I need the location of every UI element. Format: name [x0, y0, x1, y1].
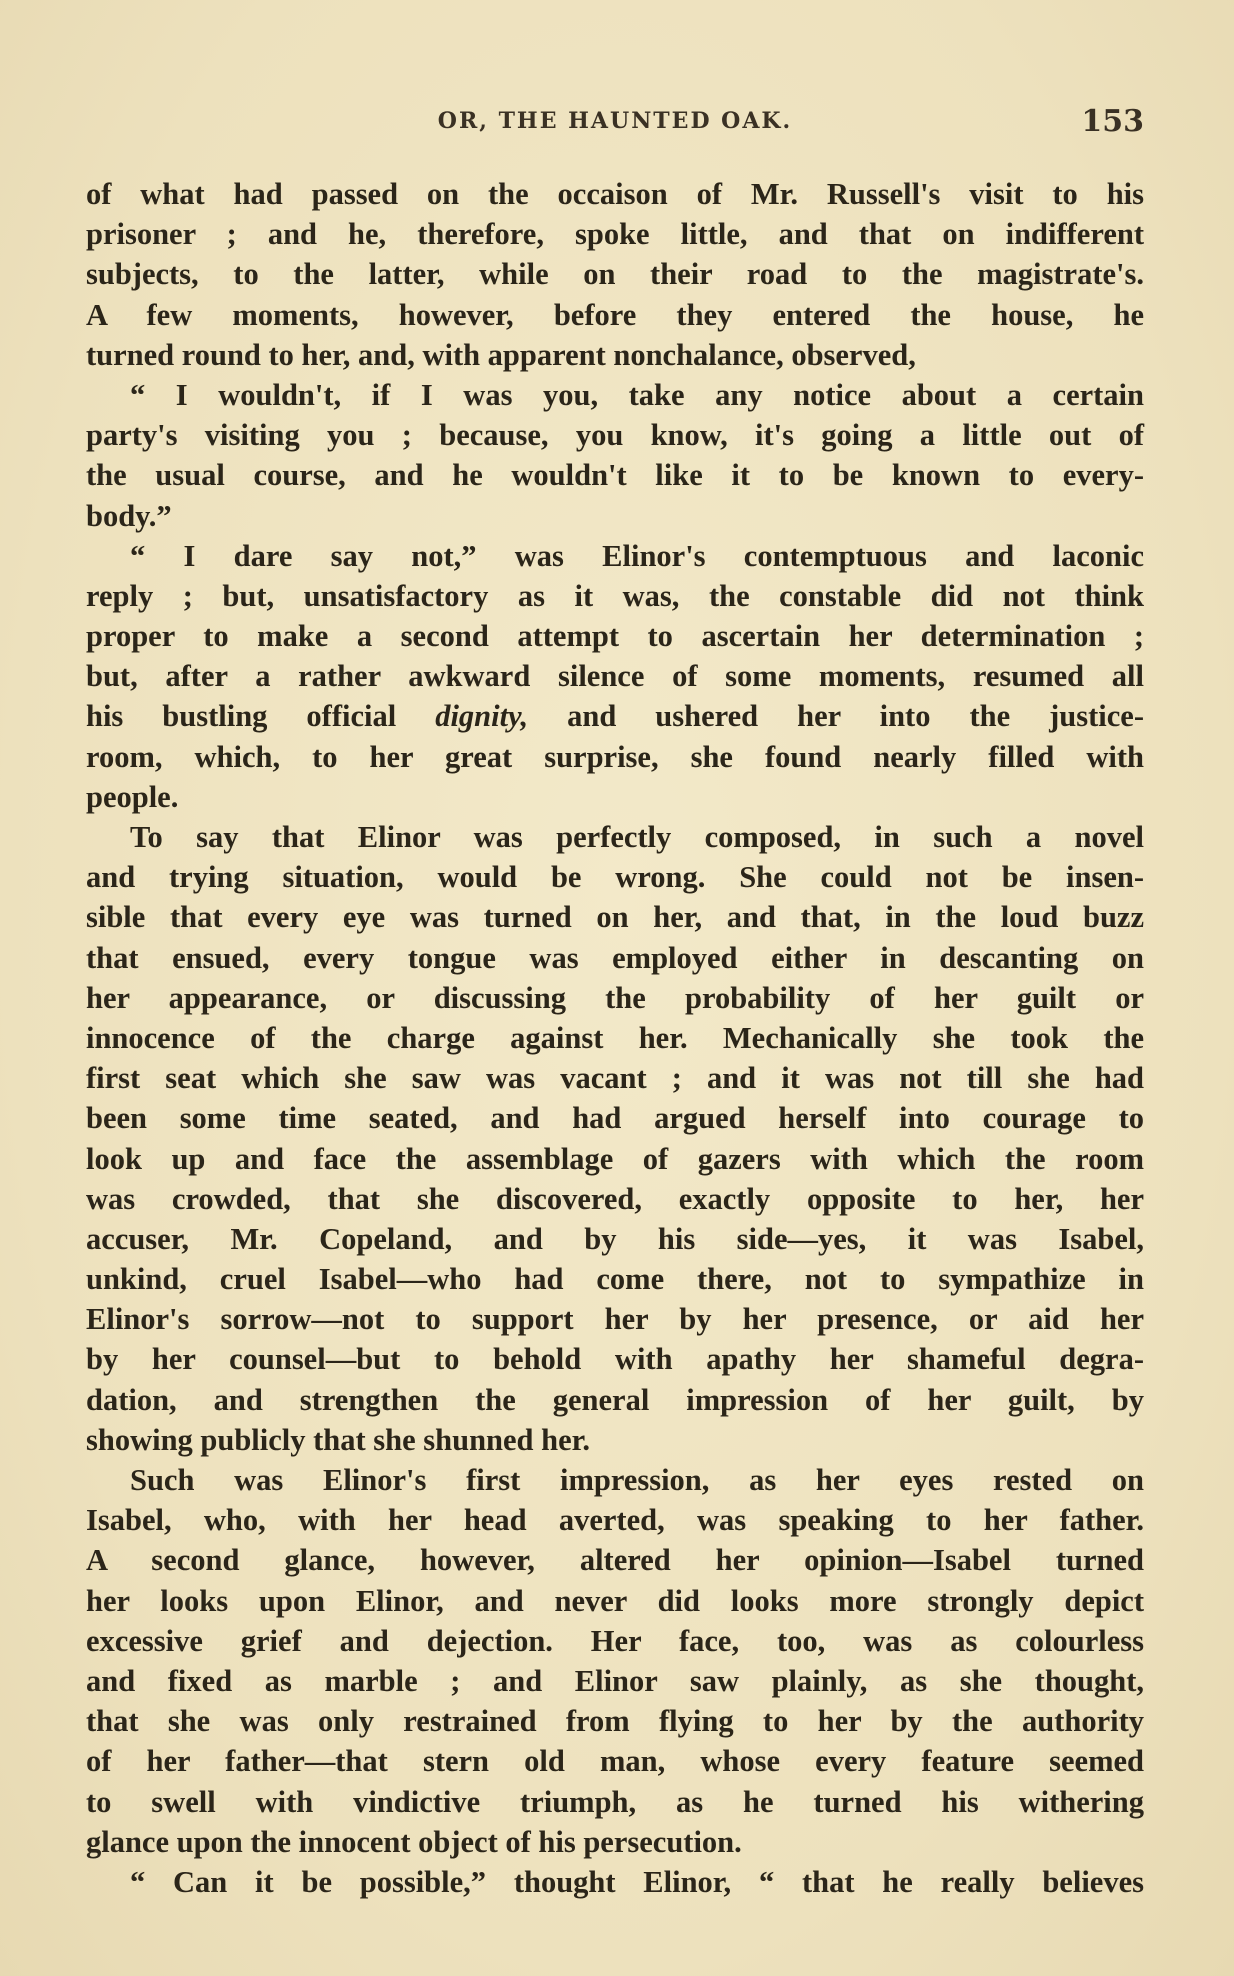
- text-line: by her counsel—but to behold with apathy her shameful degra-: [86, 1342, 1144, 1377]
- italic-word: dignity,: [435, 699, 529, 734]
- text-segment: his bustling official: [86, 699, 436, 734]
- text-line: “ I dare say not,” was Elinor's contemptuous and laconic: [130, 538, 1144, 573]
- text-line: party's visiting you ; because, you know, it's going a little out of: [86, 418, 1144, 453]
- text-line: Such was Elinor's first impression, as her eyes rested on: [130, 1463, 1144, 1497]
- text-line: “ I wouldn't, if I was you, take any notice about a certain: [130, 377, 1144, 412]
- text-line: look up and face the assemblage of gazers with which the room: [86, 1141, 1144, 1176]
- text-line: showing publicly that she shunned her.: [86, 1422, 590, 1457]
- text-line: reply ; but, unsatisfactory as it was, the constable did not think: [86, 578, 1144, 613]
- text-line: A few moments, however, before they entered the house, he: [86, 297, 1144, 332]
- text-line: but, after a rather awkward silence of some moments, resumed all: [86, 659, 1144, 694]
- text-line: sible that every eye was turned on her, and that, in the loud buzz: [86, 900, 1144, 935]
- text-line: dation, and strengthen the general impression of her guilt, by: [86, 1382, 1144, 1417]
- text-line: that ensued, every tongue was employed either in descanting on: [86, 940, 1144, 975]
- text-line: first seat which she saw was vacant ; and it was not till she had: [86, 1061, 1144, 1096]
- text-line: “ Can it be possible,” thought Elinor, “ that he really believes: [130, 1864, 1144, 1899]
- text-line: Elinor's sorrow—not to support her by her presence, or aid her: [86, 1302, 1144, 1337]
- text-line: glance upon the innocent object of his persecution.: [86, 1824, 742, 1859]
- text-line: prisoner ; and he, therefore, spoke little, and that on indifferent: [86, 217, 1144, 252]
- text-line: unkind, cruel Isabel—who had come there, not to sympathize in: [86, 1262, 1144, 1297]
- text-line: and trying situation, would be wrong. She could not be insen-: [86, 860, 1144, 895]
- text-line: proper to make a second attempt to ascertain her determination ;: [86, 619, 1144, 654]
- text-line: subjects, to the latter, while on their road to the magistrate's.: [86, 257, 1144, 292]
- page-header: [86, 104, 1144, 144]
- body-text: [86, 174, 1144, 1902]
- text-line: turned round to her, and, with apparent nonchalance, observed,: [86, 337, 916, 372]
- text-line: [86, 696, 1144, 736]
- text-line: and fixed as marble ; and Elinor saw plainly, as she thought,: [86, 1663, 1144, 1698]
- text-line: her appearance, or discussing the probability of her guilt or: [86, 980, 1144, 1015]
- running-head: OR, THE HAUNTED OAK.: [437, 108, 793, 134]
- text-segment: and ushered her into the justice-: [528, 699, 1144, 734]
- text-line: body.”: [86, 498, 172, 533]
- text-line: innocence of the charge against her. Mechanically she took the: [86, 1020, 1144, 1055]
- text-line: that she was only restrained from flying to her by the authority: [86, 1704, 1144, 1739]
- text-line: accuser, Mr. Copeland, and by his side—yes, it was Isabel,: [86, 1221, 1144, 1256]
- text-line: been some time seated, and had argued herself into courage to: [86, 1101, 1144, 1136]
- page-number: 153: [1081, 104, 1144, 139]
- text-line: room, which, to her great surprise, she found nearly filled with: [86, 739, 1144, 774]
- text-line: people.: [86, 779, 179, 814]
- text-line: Isabel, who, with her head averted, was speaking to her father.: [86, 1503, 1144, 1538]
- text-line: A second glance, however, altered her opinion—Isabel turned: [86, 1543, 1144, 1578]
- text-line: of her father—that stern old man, whose every feature seemed: [86, 1744, 1144, 1779]
- text-line: To say that Elinor was perfectly composed, in such a novel: [130, 820, 1144, 854]
- text-line: was crowded, that she discovered, exactly opposite to her, her: [86, 1181, 1144, 1216]
- text-line: to swell with vindictive triumph, as he turned his withering: [86, 1784, 1144, 1819]
- text-line: of what had passed on the occaison of Mr. Russell's visit to his: [86, 177, 1144, 211]
- text-line: excessive grief and dejection. Her face, too, was as colourless: [86, 1623, 1144, 1658]
- text-line: the usual course, and he wouldn't like it to be known to every-: [86, 458, 1144, 493]
- text-line: her looks upon Elinor, and never did looks more strongly depict: [86, 1583, 1144, 1618]
